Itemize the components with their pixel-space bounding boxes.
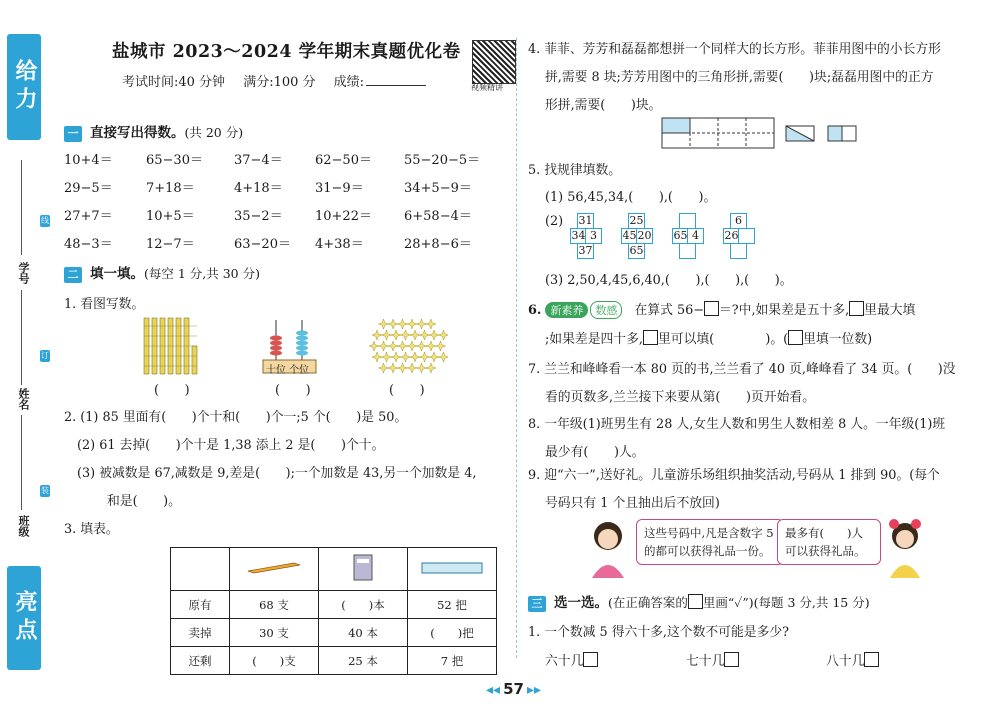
girl-illustration bbox=[583, 516, 633, 580]
equation-item: 10+4＝ bbox=[64, 153, 113, 168]
answer-box[interactable] bbox=[704, 301, 719, 316]
star-shape bbox=[382, 352, 392, 362]
star-shape bbox=[429, 330, 439, 340]
section-1-heading bbox=[64, 121, 243, 142]
star-shape bbox=[439, 352, 449, 362]
table-cell[interactable]: ( )把 bbox=[408, 619, 497, 647]
star-shape bbox=[401, 352, 411, 362]
section-note: 里画“✓”)(每题 3 分,共 15 分) bbox=[702, 595, 870, 610]
star-shape bbox=[420, 352, 430, 362]
answer-box bbox=[688, 594, 703, 609]
star-shape bbox=[372, 352, 382, 362]
question-2-7-cont: 看的页数多,兰兰接下来要从第( )页开始看。 bbox=[545, 390, 815, 405]
section-note: (在正确答案的 bbox=[608, 595, 688, 610]
star-shape bbox=[407, 341, 417, 351]
qr-caption: 视频精讲 bbox=[471, 83, 503, 92]
question-2-2-3: (3) 被减数是 67,减数是 9,差是( );一个加数是 43,另一个加数是 4, bbox=[77, 466, 477, 481]
star-shape bbox=[429, 352, 439, 362]
star-shape bbox=[426, 319, 436, 329]
cut-mark: 装 bbox=[41, 486, 49, 495]
section-number: 三 bbox=[528, 596, 546, 612]
answer-box[interactable] bbox=[643, 330, 658, 345]
answer-blank[interactable]: ( ) bbox=[389, 383, 425, 398]
speech-bubble-rule: 这些号码中,凡是含数字 5 的都可以获得礼品一份。 bbox=[636, 519, 784, 565]
equation-item: 7+18＝ bbox=[146, 181, 195, 196]
answer-box[interactable] bbox=[849, 301, 864, 316]
star-shape bbox=[379, 319, 389, 329]
puzzle-cell: 3 bbox=[585, 228, 602, 244]
equation-item: 62−50＝ bbox=[315, 153, 372, 168]
table-cell: 40 本 bbox=[319, 619, 408, 647]
q6-text: 里可以填( )。( bbox=[657, 332, 789, 347]
table-cell: 52 把 bbox=[408, 591, 497, 619]
question-2-6-cont bbox=[545, 328, 872, 347]
puzzle-cell: 31 bbox=[578, 214, 593, 227]
answer-blank[interactable]: ( ) bbox=[275, 383, 311, 398]
equation-item: 35−2＝ bbox=[234, 209, 283, 224]
answer-blank[interactable]: ( ) bbox=[154, 383, 190, 398]
puzzle-cell: 25 bbox=[629, 214, 644, 227]
section-number: 二 bbox=[64, 267, 82, 283]
speech-bubble-question: 最多有( )人可以获得礼品。 bbox=[777, 519, 881, 565]
equation-item: 4+18＝ bbox=[234, 181, 283, 196]
star-shape bbox=[401, 330, 411, 340]
table-row bbox=[171, 647, 497, 675]
table-header-row bbox=[171, 548, 497, 591]
equation-item: 63−20＝ bbox=[234, 237, 291, 252]
number-sense-badge: 数感 bbox=[590, 301, 622, 319]
equation-item: 65−30＝ bbox=[146, 153, 203, 168]
puzzle-cell: 45 bbox=[622, 229, 637, 242]
label-class: 班级 bbox=[17, 515, 30, 537]
equation-item: 37−4＝ bbox=[234, 153, 283, 168]
star-shape bbox=[391, 352, 401, 362]
question-3-1: 1. 一个数减 5 得六十多,这个数不可能是多少? bbox=[528, 625, 790, 640]
star-shape bbox=[391, 330, 401, 340]
puzzle-cell: 4 bbox=[687, 228, 704, 244]
equation-item: 28+8−6＝ bbox=[404, 237, 472, 252]
puzzle-blank-cell[interactable] bbox=[738, 228, 755, 244]
option-checkbox[interactable] bbox=[583, 652, 598, 667]
sidebar-rule bbox=[21, 290, 22, 385]
equation-item: 10+22＝ bbox=[315, 209, 372, 224]
label-student-no: 学号 bbox=[17, 262, 30, 284]
pencil-icon bbox=[230, 548, 319, 591]
q6-text: 里最大填 bbox=[864, 303, 916, 318]
row-label: 还剩 bbox=[171, 647, 230, 675]
option-text: 七十几 bbox=[686, 654, 725, 669]
score-blank[interactable] bbox=[366, 85, 426, 86]
page-number-value: 57 bbox=[503, 680, 524, 698]
table-row bbox=[171, 591, 497, 619]
question-2-4-cont: 形拼,需要( )块。 bbox=[545, 98, 662, 113]
counting-sticks-image bbox=[140, 316, 200, 376]
page-divider bbox=[516, 38, 517, 658]
star-shape bbox=[388, 363, 398, 373]
star-shape bbox=[407, 363, 417, 373]
star-shape bbox=[410, 330, 420, 340]
star-shape bbox=[388, 341, 398, 351]
table-row bbox=[171, 619, 497, 647]
star-shape bbox=[417, 363, 427, 373]
stars-image bbox=[368, 318, 448, 374]
option-checkbox[interactable] bbox=[864, 652, 879, 667]
star-shape bbox=[379, 363, 389, 373]
equation-item: 12−7＝ bbox=[146, 237, 195, 252]
section-2-heading bbox=[64, 262, 260, 283]
puzzle-cell: 6 bbox=[730, 213, 747, 229]
exam-info bbox=[122, 71, 426, 90]
section-note: (共 20 分) bbox=[184, 125, 244, 140]
star-shape bbox=[426, 363, 436, 373]
notebook-icon bbox=[319, 548, 408, 591]
row-label: 卖掉 bbox=[171, 619, 230, 647]
table-cell: 30 支 bbox=[230, 619, 319, 647]
question-2-9-cont: 号码只有 1 个且抽出后不放回) bbox=[545, 496, 720, 511]
section-number: 一 bbox=[64, 126, 82, 142]
star-shape bbox=[426, 341, 436, 351]
section-title: 选一选。 bbox=[554, 595, 608, 611]
star-shape bbox=[439, 330, 449, 340]
puzzle-cell: 34 bbox=[571, 229, 586, 242]
table-cell[interactable]: ( )本 bbox=[319, 591, 408, 619]
star-shape bbox=[382, 330, 392, 340]
exam-time: 考试时间:40 分钟 bbox=[122, 75, 226, 90]
question-2-5: 5. 找规律填数。 bbox=[528, 163, 622, 178]
star-shape bbox=[372, 330, 382, 340]
question-2-5-2-label: (2) bbox=[545, 214, 564, 229]
question-2-2-2: (2) 61 去掉( )个十是 1,38 添上 2 是( )个十。 bbox=[77, 438, 385, 453]
puzzle-cell: 65 bbox=[629, 244, 644, 257]
option-checkbox[interactable] bbox=[724, 652, 739, 667]
star-shape bbox=[410, 352, 420, 362]
star-shape bbox=[407, 319, 417, 329]
question-2-2-3-cont: 和是( )。 bbox=[107, 494, 181, 509]
rectangle-pieces-image bbox=[660, 116, 860, 150]
option-c bbox=[826, 650, 879, 669]
equation-item: 4+38＝ bbox=[315, 237, 364, 252]
option-text: 六十几 bbox=[545, 654, 584, 669]
sidebar-rule bbox=[21, 415, 22, 510]
puzzle-blank-cell[interactable] bbox=[679, 243, 696, 259]
table-cell: 25 本 bbox=[319, 647, 408, 675]
star-shape bbox=[398, 341, 408, 351]
cut-mark: 订 bbox=[41, 351, 49, 360]
star-shape bbox=[398, 363, 408, 373]
section-note: (每空 1 分,共 30 分) bbox=[144, 266, 260, 281]
question-2-8-cont: 最少有( )人。 bbox=[545, 445, 645, 460]
table-cell: 7 把 bbox=[408, 647, 497, 675]
section-title: 直接写出得数。 bbox=[90, 125, 185, 141]
puzzle-cell: 65 bbox=[673, 229, 688, 242]
question-2-8: 8. 一年级(1)班男生有 28 人,女生人数和男生人数相差 8 人。一年级(1)班 bbox=[528, 417, 946, 432]
q6-text: ＝?中,如果差是五十多, bbox=[718, 303, 850, 318]
star-shape bbox=[388, 319, 398, 329]
puzzle-cell: 37 bbox=[578, 244, 593, 257]
equation-item: 34+5−9＝ bbox=[404, 181, 472, 196]
question-2-7: 7. 兰兰和峰峰看一本 80 页的书,兰兰看了 40 页,峰峰看了 34 页。( )没 bbox=[528, 362, 956, 377]
q6-text: 里填一位数) bbox=[803, 332, 873, 347]
star-shape bbox=[398, 319, 408, 329]
question-2-4: 4. 菲菲、芳芳和磊磊都想拼一个同样大的长方形。菲菲用图中的小长方形 bbox=[528, 42, 941, 57]
sidebar-rule bbox=[21, 160, 22, 255]
section-3-heading bbox=[528, 591, 870, 612]
equation-item: 48−3＝ bbox=[64, 237, 113, 252]
fill-table bbox=[170, 547, 497, 675]
question-2-2-1: 2. (1) 85 里面有( )个十和( )个一;5 个( )是 50。 bbox=[64, 410, 408, 425]
puzzle-cell: 20 bbox=[637, 229, 652, 242]
sidebar-top-tab: 给力 bbox=[7, 34, 41, 140]
label-name: 姓名 bbox=[17, 388, 30, 410]
equation-item: 10+5＝ bbox=[146, 209, 195, 224]
star-shape bbox=[369, 341, 379, 351]
star-shape bbox=[436, 341, 446, 351]
q6-text: ;如果差是四十多, bbox=[545, 332, 643, 347]
option-text: 八十几 bbox=[826, 654, 865, 669]
option-a bbox=[545, 650, 598, 669]
table-cell[interactable]: ( )支 bbox=[230, 647, 319, 675]
star-shape bbox=[379, 341, 389, 351]
page-title: 盐城市 2023～2024 学年期末真题优化卷 bbox=[112, 42, 461, 62]
score-label: 成绩: bbox=[333, 75, 365, 90]
question-2-1: 1. 看图写数。 bbox=[64, 297, 145, 312]
answer-box[interactable] bbox=[788, 330, 803, 345]
puzzle-blank-cell[interactable] bbox=[730, 243, 747, 259]
equation-item: 6+58−4＝ bbox=[404, 209, 472, 224]
abacus-label: 十位 个位 bbox=[266, 365, 310, 376]
question-2-9: 9. 迎“六一”,送好礼。儿童游乐场组织抽奖活动,号码从 1 排到 90。(每个 bbox=[528, 468, 940, 483]
cut-mark: 线 bbox=[41, 216, 49, 225]
full-score: 满分:100 分 bbox=[243, 75, 316, 90]
equation-item: 27+7＝ bbox=[64, 209, 113, 224]
question-2-6: 6. 新素养 数感 在算式 56− ＝?中,如果差是五十多, 里最大填 bbox=[528, 303, 916, 318]
table-corner bbox=[171, 548, 230, 591]
question-2-3: 3. 填表。 bbox=[64, 522, 119, 537]
equation-item: 31−9＝ bbox=[315, 181, 364, 196]
equation-item: 29−5＝ bbox=[64, 181, 113, 196]
question-2-5-3: (3) 2,50,4,45,6,40,( ),( ),( )。 bbox=[545, 273, 793, 288]
question-2-5-1: (1) 56,45,34,( ),( )。 bbox=[545, 190, 717, 205]
girl-illustration bbox=[882, 516, 928, 580]
q6-text: 在算式 56− bbox=[634, 303, 704, 318]
puzzle-blank-cell[interactable] bbox=[679, 213, 696, 229]
question-2-4-cont: 拼,需要 8 块;芳芳用图中的三角形拼,需要( )块;磊磊用图中的正方 bbox=[545, 70, 934, 85]
star-shape bbox=[417, 341, 427, 351]
page-number: ◂◂ 57 ▸▸ bbox=[486, 680, 541, 698]
sidebar-bottom-tab: 亮点 bbox=[7, 566, 41, 670]
ruler-icon bbox=[408, 548, 497, 591]
section-title: 填一填。 bbox=[90, 266, 144, 282]
qr-code[interactable] bbox=[472, 40, 516, 84]
new-literacy-badge: 新素养 bbox=[545, 302, 588, 318]
row-label: 原有 bbox=[171, 591, 230, 619]
puzzle-cell: 26 bbox=[724, 229, 739, 242]
binding-sidebar bbox=[0, 0, 52, 707]
star-shape bbox=[420, 330, 430, 340]
star-shape bbox=[417, 319, 427, 329]
option-b bbox=[686, 650, 739, 669]
table-cell: 68 支 bbox=[230, 591, 319, 619]
equation-item: 55−20−5＝ bbox=[404, 153, 481, 168]
